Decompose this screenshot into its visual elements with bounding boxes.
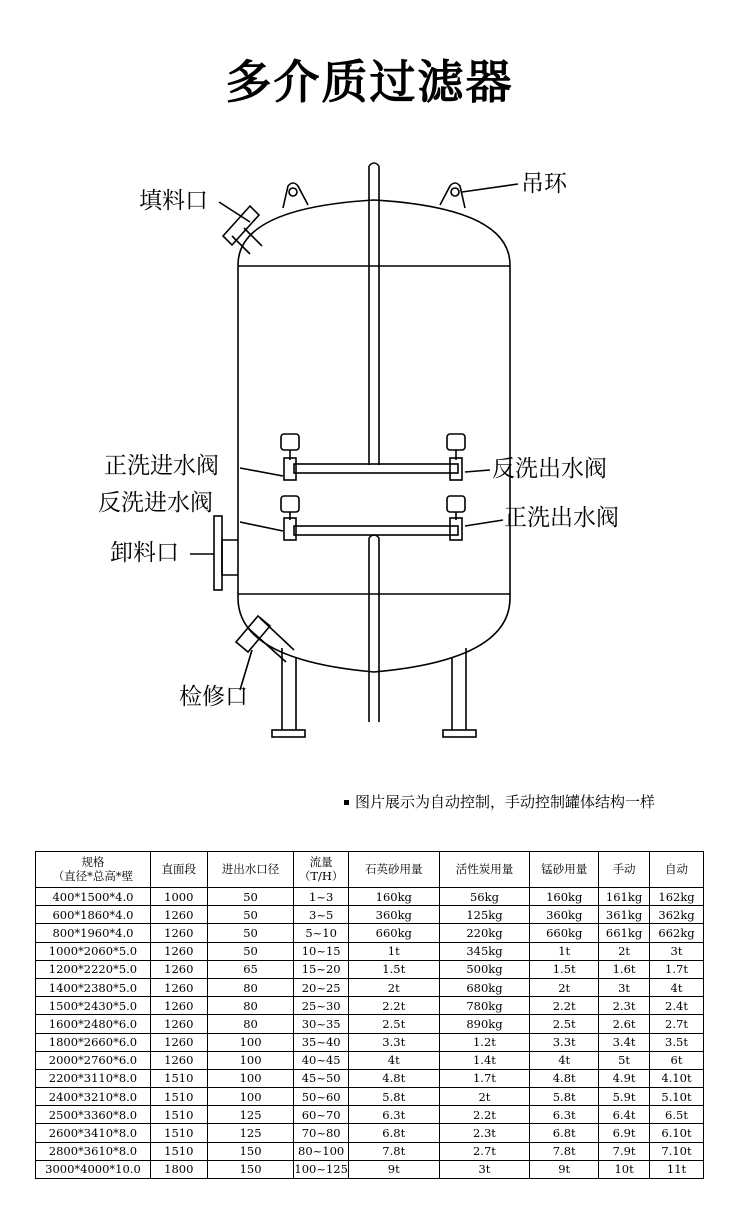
table-cell: 80 [207,1015,294,1033]
table-cell: 1.7t [650,960,704,978]
table-cell: 5~10 [294,924,349,942]
forward-inlet-valve-label: 正洗进水阀 [104,453,219,479]
table-cell: 1260 [150,924,207,942]
table-cell: 500kg [439,960,530,978]
table-cell: 9t [348,1160,439,1178]
table-cell: 600*1860*4.0 [36,906,151,924]
table-cell: 65 [207,960,294,978]
inspection-port-label: 检修口 [179,684,248,710]
table-cell: 15~20 [294,960,349,978]
table-cell: 4.8t [348,1069,439,1087]
table-cell: 1260 [150,942,207,960]
column-header [207,852,294,888]
table-cell: 4.10t [650,1069,704,1087]
table-cell: 1.4t [439,1051,530,1069]
table-cell: 3.4t [599,1033,650,1051]
table-cell: 2.3t [439,1124,530,1142]
table-cell: 2.7t [650,1015,704,1033]
table-cell: 6.8t [348,1124,439,1142]
table-cell: 150 [207,1142,294,1160]
leg-right [452,648,466,730]
table-cell: 2.5t [348,1015,439,1033]
table-cell: 6.10t [650,1124,704,1142]
table-cell: 45~50 [294,1069,349,1087]
backwash-inlet-valve-label: 反洗进水阀 [98,490,213,516]
table-cell: 2600*3410*8.0 [36,1124,151,1142]
column-header [530,852,599,888]
table-row [36,997,704,1015]
table-cell: 125 [207,1106,294,1124]
central-pipe-upper [369,163,379,465]
upper-header [294,464,458,473]
table-cell: 30~35 [294,1015,349,1033]
column-header [150,852,207,888]
table-cell: 1t [348,942,439,960]
table-cell: 6.3t [348,1106,439,1124]
column-header [650,852,704,888]
table-row [36,978,704,996]
table-cell: 3t [599,978,650,996]
table-cell: 5.10t [650,1088,704,1106]
table-cell: 780kg [439,997,530,1015]
control-note-text: 图片展示为自动控制，手动控制罐体结构一样 [355,793,656,811]
table-cell: 1510 [150,1069,207,1087]
table-cell: 2.2t [439,1106,530,1124]
column-header-line: 自动 [665,861,689,876]
column-header-subline: （T/H） [298,868,344,883]
table-cell: 1260 [150,1015,207,1033]
table-cell: 6.9t [599,1124,650,1142]
table-cell: 1260 [150,997,207,1015]
table-cell: 80 [207,978,294,996]
table-cell: 1000*2060*5.0 [36,942,151,960]
table-header-row [36,852,704,888]
lower-header [294,526,458,535]
table-row [36,924,704,942]
table-cell: 3000*4000*10.0 [36,1160,151,1178]
table-row [36,1033,704,1051]
table-cell: 4t [530,1051,599,1069]
table-cell: 50 [207,888,294,906]
table-cell: 1260 [150,1033,207,1051]
table-cell: 60~70 [294,1106,349,1124]
table-cell: 160kg [348,888,439,906]
table-row [36,1051,704,1069]
table-cell: 4t [348,1051,439,1069]
table-cell: 10t [599,1160,650,1178]
table-cell: 3t [439,1160,530,1178]
table-cell: 1~3 [294,888,349,906]
table-cell: 3t [650,942,704,960]
table-cell: 100 [207,1088,294,1106]
table-cell: 162kg [650,888,704,906]
table-cell: 660kg [530,924,599,942]
table-cell: 9t [530,1160,599,1178]
table-body [36,888,704,1179]
table-cell: 1000 [150,888,207,906]
spec-table [35,851,704,1179]
forward-outlet-valve-label: 正洗出水阀 [504,505,619,531]
table-cell: 40~45 [294,1051,349,1069]
table-cell: 1.5t [530,960,599,978]
table-row [36,906,704,924]
table-cell: 1600*2480*6.0 [36,1015,151,1033]
table-cell: 360kg [530,906,599,924]
table-cell: 361kg [599,906,650,924]
table-cell: 5.9t [599,1088,650,1106]
column-header-line: 手动 [612,861,636,876]
table-cell: 4.9t [599,1069,650,1087]
column-header-line: 活性炭用量 [455,861,514,876]
table-cell: 2t [348,978,439,996]
table-row [36,1106,704,1124]
table-cell: 70~80 [294,1124,349,1142]
table-cell: 50~60 [294,1088,349,1106]
table-cell: 680kg [439,978,530,996]
filter-tank-diagram [0,140,739,760]
table-cell: 800*1960*4.0 [36,924,151,942]
table-cell: 2.6t [599,1015,650,1033]
table-cell: 1.5t [348,960,439,978]
table-cell: 100 [207,1051,294,1069]
table-cell: 1t [530,942,599,960]
table-cell: 2.4t [650,997,704,1015]
table-cell: 1.7t [439,1069,530,1087]
table-cell: 2t [439,1088,530,1106]
table-cell: 11t [650,1160,704,1178]
table-cell: 25~30 [294,997,349,1015]
inspection-port [248,618,294,662]
table-row [36,1088,704,1106]
table-cell: 7.8t [530,1142,599,1160]
table-cell: 1510 [150,1124,207,1142]
table-cell: 7.9t [599,1142,650,1160]
column-header-line: 锰砂用量 [541,861,588,876]
table-cell: 890kg [439,1015,530,1033]
table-cell: 2.3t [599,997,650,1015]
column-header [36,852,151,888]
table-cell: 3.3t [348,1033,439,1051]
table-cell: 7.10t [650,1142,704,1160]
table-cell: 6.3t [530,1106,599,1124]
table-cell: 50 [207,942,294,960]
table-cell: 4.8t [530,1069,599,1087]
table-cell: 360kg [348,906,439,924]
table-row [36,1069,704,1087]
table-row [36,1015,704,1033]
table-cell: 3~5 [294,906,349,924]
table-cell: 1510 [150,1106,207,1124]
table-cell: 10~15 [294,942,349,960]
table-cell: 3.3t [530,1033,599,1051]
table-cell: 56kg [439,888,530,906]
table-cell: 400*1500*4.0 [36,888,151,906]
table-cell: 35~40 [294,1033,349,1051]
column-header-line: 直面段 [161,861,197,876]
table-row [36,888,704,906]
table-cell: 1.6t [599,960,650,978]
table-row [36,1124,704,1142]
table-cell: 1400*2380*5.0 [36,978,151,996]
table-cell: 2t [599,942,650,960]
table-cell: 1260 [150,1051,207,1069]
column-header-line: 石英砂用量 [365,861,423,876]
table-cell: 125kg [439,906,530,924]
table-row [36,1142,704,1160]
table-cell: 2t [530,978,599,996]
table-cell: 161kg [599,888,650,906]
table-cell: 1800*2660*6.0 [36,1033,151,1051]
table-cell: 660kg [348,924,439,942]
table-cell: 6t [650,1051,704,1069]
table-cell: 1800 [150,1160,207,1178]
table-cell: 1260 [150,960,207,978]
table-cell: 362kg [650,906,704,924]
discharge-port-label: 卸料口 [110,540,179,566]
table-cell: 3.5t [650,1033,704,1051]
column-header [294,852,349,888]
column-header-line: 进出水口径 [221,861,280,876]
table-cell: 1.2t [439,1033,530,1051]
table-cell: 1510 [150,1142,207,1160]
bullet-icon [344,800,349,805]
control-note [344,791,655,812]
table-cell: 100 [207,1069,294,1087]
tank-shell [238,200,510,672]
page-title: 多介质过滤器 [225,55,514,109]
lifting-ring-label: 吊环 [521,171,567,197]
table-cell: 1200*2220*5.0 [36,960,151,978]
table-cell: 6.4t [599,1106,650,1124]
column-header-line: 流量 [309,854,333,869]
column-header [348,852,439,888]
table-cell: 125 [207,1124,294,1142]
table-cell: 50 [207,924,294,942]
table-cell: 2.2t [530,997,599,1015]
table-cell: 661kg [599,924,650,942]
table-cell: 100 [207,1033,294,1051]
table-cell: 160kg [530,888,599,906]
table-cell: 6.8t [530,1124,599,1142]
table-cell: 50 [207,906,294,924]
table-cell: 150 [207,1160,294,1178]
table-cell: 2800*3610*8.0 [36,1142,151,1160]
table-cell: 20~25 [294,978,349,996]
backwash-outlet-valve-label: 反洗出水阀 [492,456,607,482]
table-cell: 345kg [439,942,530,960]
table-cell: 80~100 [294,1142,349,1160]
table-cell: 1260 [150,906,207,924]
column-header-line: 规格 [81,854,105,869]
table-cell: 1510 [150,1088,207,1106]
central-pipe-lower [369,535,379,722]
column-header [439,852,530,888]
table-cell: 2000*2760*6.0 [36,1051,151,1069]
table-row [36,942,704,960]
table-cell: 100~125 [294,1160,349,1178]
table-cell: 7.8t [348,1142,439,1160]
table-cell: 1260 [150,978,207,996]
table-cell: 220kg [439,924,530,942]
column-header [599,852,650,888]
table-cell: 80 [207,997,294,1015]
discharge-port [222,540,238,575]
table-cell: 5.8t [348,1088,439,1106]
table-row [36,960,704,978]
table-cell: 2.5t [530,1015,599,1033]
table-cell: 2.2t [348,997,439,1015]
table-row [36,1160,704,1178]
table-cell: 6.5t [650,1106,704,1124]
column-header-subline: （直径*总高*壁 [52,868,134,883]
table-cell: 662kg [650,924,704,942]
table-cell: 2500*3360*8.0 [36,1106,151,1124]
table-cell: 4t [650,978,704,996]
table-cell: 5t [599,1051,650,1069]
table-cell: 5.8t [530,1088,599,1106]
table-cell: 2400*3210*8.0 [36,1088,151,1106]
table-cell: 2.7t [439,1142,530,1160]
table-cell: 1500*2430*5.0 [36,997,151,1015]
fill-port-label: 填料口 [139,188,208,214]
table-cell: 2200*3110*8.0 [36,1069,151,1087]
